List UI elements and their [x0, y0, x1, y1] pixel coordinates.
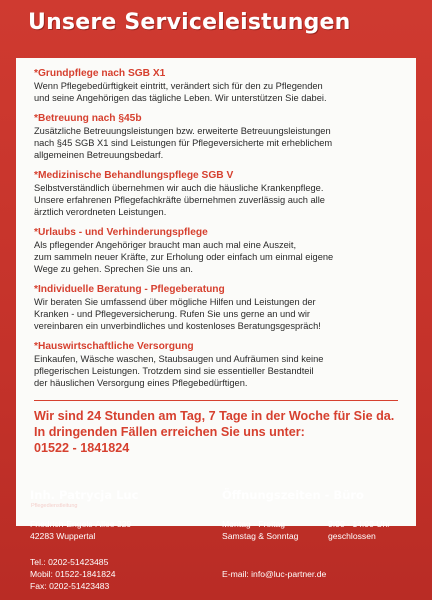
availability-line: Wir sind 24 Stunden am Tag, 7 Tage in der Woche für Sie da. [34, 409, 395, 423]
service-description [34, 239, 404, 275]
emergency-phone[interactable]: 01522 - 1841824 [34, 441, 130, 455]
service-item [34, 170, 404, 218]
mobile-link[interactable]: Mobil: 01522-1841824 [30, 569, 116, 579]
service-title: *Hauswirtschaftliche Versorgung [34, 341, 194, 352]
hours-day: Montag - Freitag [222, 519, 286, 529]
service-line: Wege zu gehen. Sprechen Sie uns an. [34, 264, 194, 274]
address-city: 42283 Wuppertal [30, 531, 96, 541]
service-line: der häuslichen Versorgung eines Pflegebedürftigen. [34, 378, 248, 388]
service-description [34, 182, 404, 218]
emergency-line: In dringenden Fällen erreichen Sie uns unter: [34, 425, 305, 439]
hours-day: Samstag & Sonntag [222, 531, 299, 541]
service-line: Einkaufen, Wäsche waschen, Staubsaugen und Aufräumen sind keine [34, 354, 324, 364]
service-line: allgemeinen Betreuungsbedarf. [34, 150, 164, 160]
service-line: Zusätzliche Betreuungsleistungen bzw. erweiterte Betreuungsleistungen [34, 126, 331, 136]
service-title: *Medizinische Behandlungspflege SGB V [34, 170, 234, 181]
section-divider [34, 400, 398, 401]
page-title: Unsere Serviceleistungen [28, 10, 351, 35]
service-item [34, 68, 404, 104]
service-line: vereinbaren ein unverbindliches und kostenloses Beratungsgespräch! [34, 321, 321, 331]
services-panel [16, 58, 416, 526]
hours-time: geschlossen [328, 531, 376, 541]
service-line: und seine Angehörigen das tägliche Leben. Wir unterstützen Sie dabei. [34, 93, 327, 103]
owner-name: Inh. Patrycja Luc [30, 488, 139, 502]
service-line: Unsere erfahrenen Pflegefachkräfte übernehmen zuverlässig auch alle [34, 195, 325, 205]
service-description [34, 80, 404, 104]
service-line: Wir beraten Sie umfassend über mögliche Hilfen und Leistungen der [34, 297, 316, 307]
service-line: Als pflegender Angehöriger braucht man auch mal eine Auszeit, [34, 240, 297, 250]
fax-number: Fax: 0202-51423483 [30, 581, 110, 591]
address-street: Friedrich-Engels-Allee 329 [30, 519, 132, 529]
service-item [34, 341, 404, 389]
hours-row [222, 530, 412, 542]
service-line: Kranken - und Pflegeversicherung. Rufen Sie uns gerne an und wir [34, 309, 310, 319]
owner-role: Pflegedienstleitung [31, 503, 78, 509]
service-line: Wenn Pflegebedürftigkeit eintritt, verändert sich für den zu Pflegenden [34, 81, 323, 91]
service-title: *Individuelle Beratung - Pflegeberatung [34, 284, 225, 295]
service-title: *Grundpflege nach SGB X1 [34, 68, 166, 79]
availability-callout [34, 408, 404, 456]
office-hours-list [222, 518, 412, 542]
phone-link[interactable]: Tel.: 0202-51423485 [30, 557, 109, 567]
service-line: pflegerischen Leistungen. Trotzdem sind sie essentieller Bestandteil [34, 366, 314, 376]
contact-block [30, 556, 116, 592]
email-link[interactable]: E-mail: info@luc-partner.de [222, 569, 327, 579]
service-line: Selbstverständlich übernehmen wir auch die häusliche Krankenpflege. [34, 183, 324, 193]
service-line: ärztlich verordneten Leistungen. [34, 207, 167, 217]
hours-time: 9:00 - 14:00 Uhr [328, 519, 391, 529]
office-hours-title: Öffnungszeiten - Büro [222, 488, 364, 502]
service-line: nach §45 SGB X1 sind Leistungen für Pflegeversicherte mit erheblichem [34, 138, 333, 148]
service-title: *Betreuung nach §45b [34, 113, 142, 124]
hours-row [222, 518, 412, 530]
service-description [34, 125, 404, 161]
services-list [34, 68, 404, 398]
service-item [34, 113, 404, 161]
service-item [34, 227, 404, 275]
address-block [30, 518, 131, 542]
service-description [34, 296, 404, 332]
service-item [34, 284, 404, 332]
service-line: zum sammeln neuer Kräfte, zur Erholung oder einfach um einmal eigene [34, 252, 334, 262]
service-description [34, 353, 404, 389]
service-title: *Urlaubs - und Verhinderungspflege [34, 227, 208, 238]
